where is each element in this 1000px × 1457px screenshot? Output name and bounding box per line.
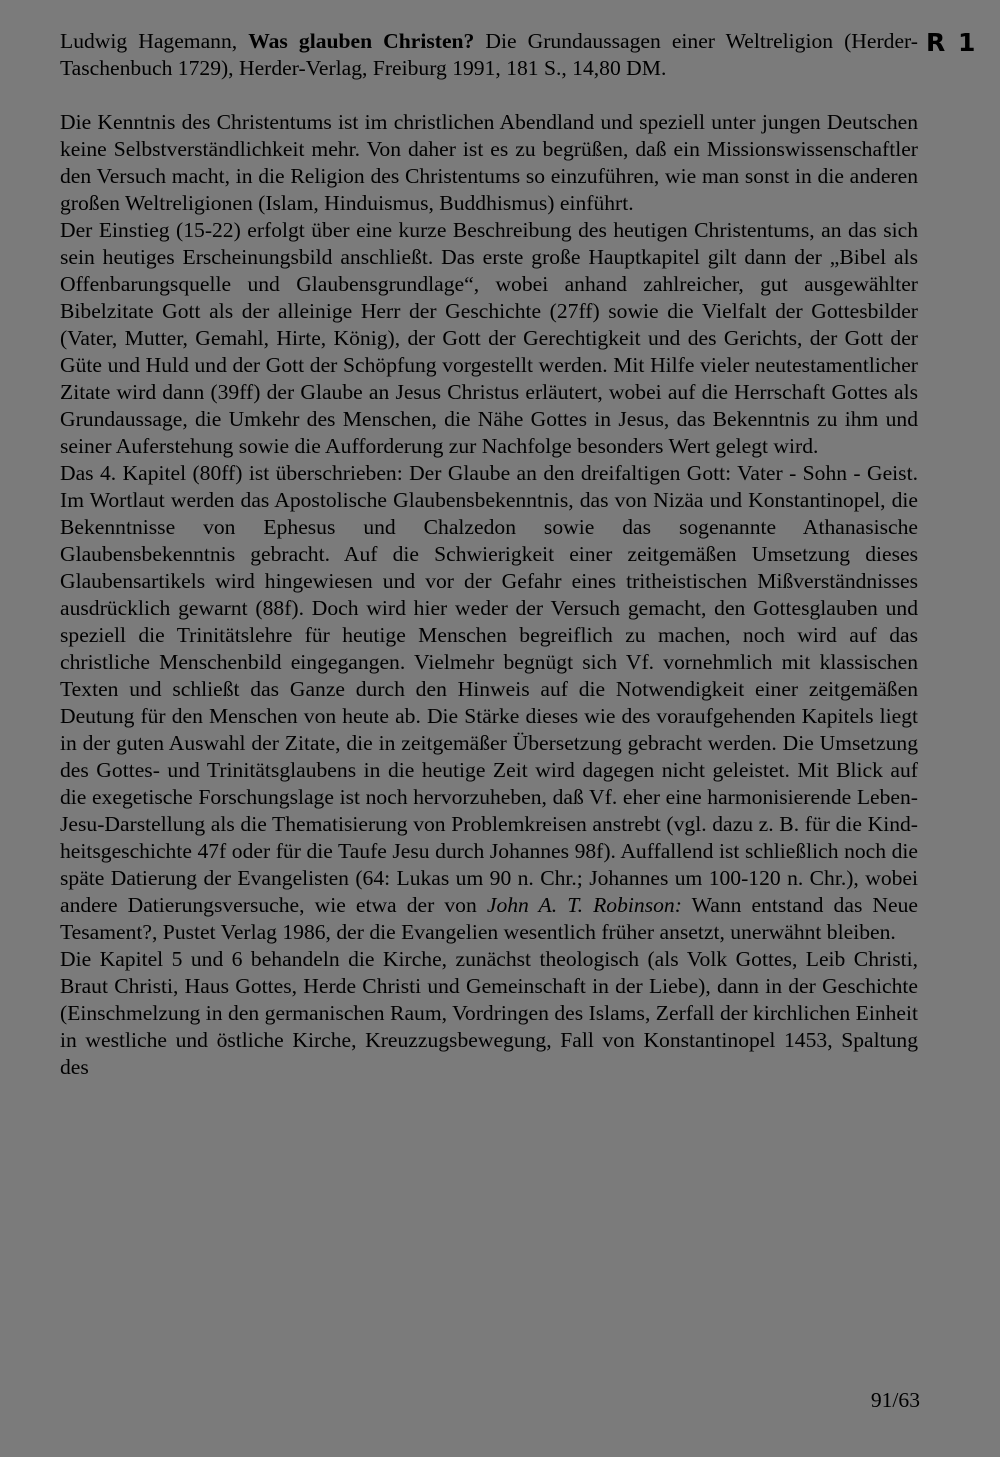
page-number: 91/63: [870, 1388, 920, 1412]
paragraph-3-text-end: Wann entstand das Neue Tesament?, Pustet Verlag 1986, der die Evangelien wesentlich früher ansetzt, unerwähnt bleiben.: [60, 893, 918, 944]
paragraph-1: Die Kenntnis des Christentums ist im christlichen Abendland und speziell unter jungen Deutschen keine Selbstverständlichkeit mehr. Von daher ist es zu begrüßen, daß ein Missionswissenschaftler den Versuch macht, in die Religion des Christentums so einzuführen, wie man sonst in die anderen großen Weltreligionen (Islam, Hinduismus, Buddhismus) einführt.: [60, 110, 918, 215]
citation: [60, 28, 918, 82]
paragraph-3-text: Das 4. Kapitel (80ff) ist überschrieben: Der Glaube an den dreifaltigen Gott: Vater - Sohn - Geist. Im Wortlaut werden das Apostolische Glaubensbekenntnis, das von Nizäa und Konstantinopel, die Bekenntnisse von Ephesus und Chalzedon sowie das sogenannte Athanasische Glaubensbekenntnis gebracht. Auf die Schwierigkeit einer zeitgemäßen Umsetzung dieses Glaubensartikels wird hingewiesen und vor der Gefahr eines tritheistischen Mißverständnisses ausdrücklich gewarnt (88f). Doch wird hier weder der Versuch gemacht, den Gottesglauben und speziell die Trinitätslehre für heutige Menschen begreiflich zu machen, noch wird auf das christliche Menschenbild eingegangen. Vielmehr begnügt sich Vf. vornehmlich mit klassischen Texten und schließt das Ganze durch den Hinweis auf die Notwendigkeit einer zeitgemäßen Deutung für den Menschen von heute ab. Die Stärke dieses wie des voraufgehenden Kapitels liegt in der guten Auswahl der Zitate, die in zeitgemäßer Übersetzung gebracht werden. Die Umsetzung des Gottes- und Trinitätsglaubens in die heutige Zeit wird dagegen nicht geleistet. Mit Blick auf die exegetische Forschungslage ist noch hervorzuheben, daß Vf. eher eine harmonisierende Leben-Jesu-Darstellung als die Thematisierung von Problemkreisen anstrebt (vgl. dazu z. B. für die Kindheitsgeschichte 47f oder für die Taufe Jesu durch Johannes 98f). Auffallend ist schließlich noch die späte Datierung der Evangelisten (64: Lukas um 90 n. Chr.; Johannes um 100-120 n. Chr.), wobei andere Datierungsversuche, wie etwa der von: [60, 461, 918, 917]
citation-author: Ludwig Hagemann,: [60, 29, 249, 53]
review-text: [60, 28, 918, 1081]
paragraph-gap: [60, 82, 918, 109]
citation-title: Was glauben Christen?: [248, 29, 475, 53]
paragraph-4: Die Kapitel 5 und 6 behandeln die Kirche, zunächst theologisch (als Volk Gottes, Leib Christi, Braut Christi, Haus Gottes, Herde Christi und Gemeinschaft in der Liebe), dann in der Geschichte (Einschmelzung in den germanischen Raum, Vordringen des Islams, Zerfall der kirchlichen Einheit in westliche und östliche Kirche, Kreuzzugsbewegung, Fall von Konstantinopel 1453, Spaltung des: [60, 947, 918, 1079]
paragraph-2: Der Einstieg (15-22) erfolgt über eine kurze Beschreibung des heutigen Christentums, an das sich sein heutiges Erscheinungsbild anschließt. Das erste große Hauptkapitel gilt dann der „Bibel als Offenbarungsquelle und Glaubensgrundlage“, wobei anhand zahlreicher, gut ausgewählter Bibelzitate Gott als der alleinige Herr der Geschichte (27ff) sowie die Vielfalt der Gottesbilder (Vater, Mutter, Gemahl, Hirte, König), der Gott der Gerechtigkeit und des Gerichts, der Gott der Güte und Huld und der Gott der Schöpfung vorgestellt werden. Mit Hilfe vieler neutestamentlicher Zitate wird dann (39ff) der Glaube an Jesus Christus erläutert, wobei auf die Herrschaft Gottes als Grundaussage, die Umkehr des Menschen, die Nähe Gottes in Jesus, das Bekenntnis zu ihm und seiner Auferstehung sowie die Aufforderung zur Nachfolge besonders Wert gelegt wird.: [60, 218, 918, 458]
paragraph-3: [60, 460, 918, 946]
citation-details: Die Grundaussagen einer Weltreligion (Herder-Taschenbuch 1729), Herder-Verlag, Freiburg 1991, 181 S., 14,80 DM.: [60, 29, 919, 80]
cited-author: John A. T. Robinson:: [486, 893, 682, 917]
section-marker: R 1: [926, 28, 978, 57]
